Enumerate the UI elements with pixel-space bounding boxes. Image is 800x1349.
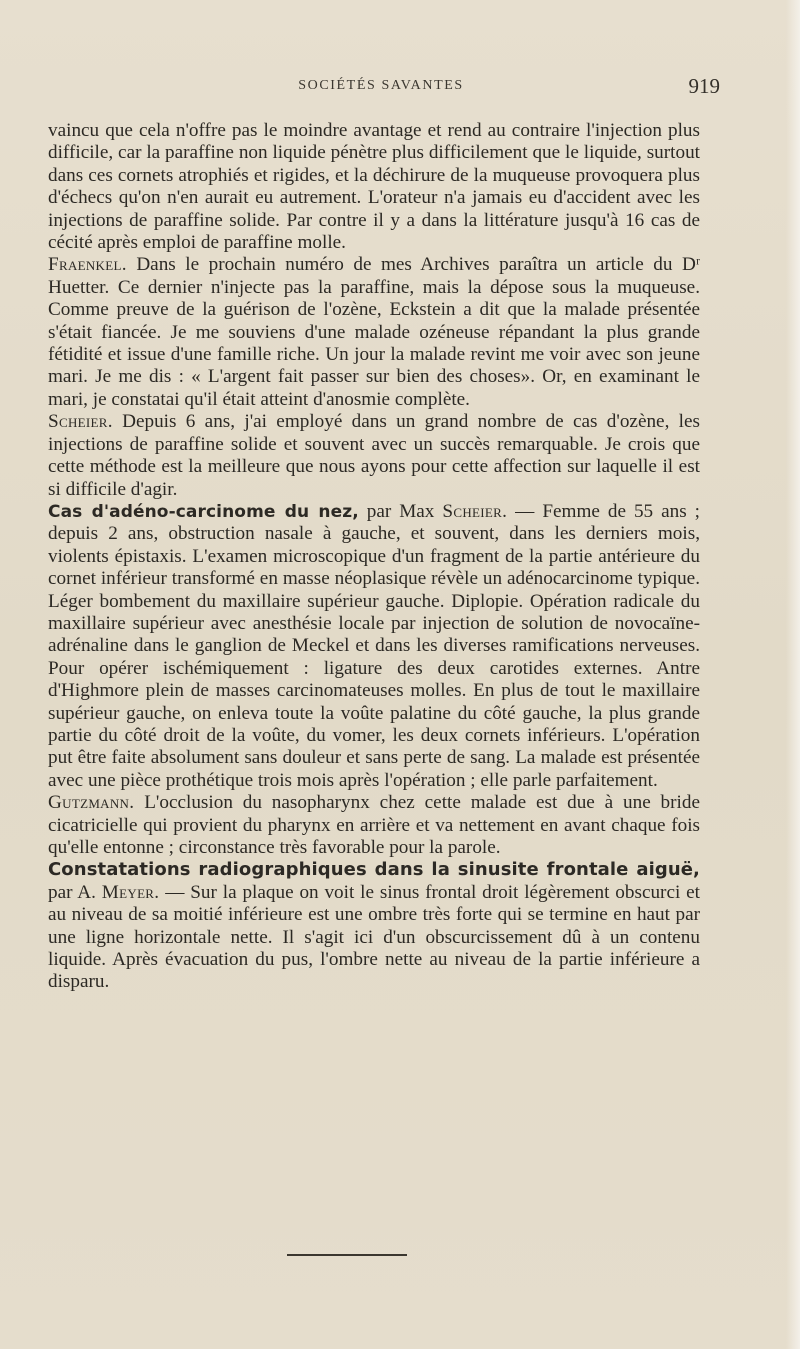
page-number: 919 xyxy=(688,74,720,98)
speaker-name: Fraenkel. xyxy=(48,254,127,276)
paragraph-text: Dans le prochain numéro de mes Archives paraîtra un article du Dʳ Huetter. Ce dernier n'injecte pas la paraffine, mais la dépose sous la muqueuse. Comme preuve de la guérison de l'ozène, Eckstein a dit que la malade présentée s'était fiancée. Je me souviens d'une malade ozéneuse répandant la plus grande fétidité et issue d'une famille riche. Un jour la malade revint me voir avec son jeune mari. Je me dis : « L'argent fait passer sur bien des choses». Or, en examinant le mari, je constatai qu'il était atteint d'anosmie complète. xyxy=(48,254,700,410)
paragraph-text: Depuis 6 ans, j'ai employé dans un grand nombre de cas d'ozène, les injections de paraffine solide et souvent avec un succès remarquable. Je crois que cette méthode est la meilleure que nous ayons pour cette affection sur laquelle il est si difficile d'agir. xyxy=(48,411,700,500)
byline-prefix: par A. xyxy=(48,881,102,903)
paragraph-text: L'occlusion du nasopharynx chez cette malade est due à une bride cicatricielle qui provient du pharynx en arrière et va nettement en avant chaque fois qu'elle entonne ; circonstance très favorable pour la parole. xyxy=(48,792,700,858)
author-name: Meyer. xyxy=(101,881,160,903)
speaker-name: Scheier. xyxy=(48,411,113,433)
author-name: Scheier. xyxy=(442,500,508,522)
speaker-name: Gutzmann. xyxy=(48,792,135,814)
paragraph-text: vaincu que cela n'offre pas le moindre avantage et rend au contraire l'injection plus difficile, car la paraffine non liquide pénètre plus difficilement que le liquide, surtout dans ces cornets atrophiés et rigides, et la déchirure de la muqueuse provoquera plus d'échecs qu'on n'en aurait eu autrement. L'orateur n'a jamais eu d'accident avec les injections de paraffine solide. Par contre il y a dans la littérature jusqu'à 16 cas de cécité après emploi de paraffine molle. xyxy=(48,120,700,254)
running-head xyxy=(48,74,720,102)
section-heading: Cas d'adéno-carcinome du nez, xyxy=(48,501,359,522)
running-title: SOCIÉTÉS SAVANTES xyxy=(298,78,464,93)
section-divider xyxy=(287,1254,407,1256)
paragraph xyxy=(48,254,700,411)
paragraph xyxy=(48,411,700,501)
paragraph-text: — Femme de 55 ans ; depuis 2 ans, obstruction nasale à gauche, et souvent, dans les derniers mois, violents épistaxis. L'examen microscopique d'un fragment de la partie antérieure du cornet inférieur transformé en masse néoplasique révèle un adénocarcinome typique. Léger bombement du maxillaire supérieur gauche. Diplopie. Opération radicale du maxillaire supérieur avec anesthésie locale par injection de solution de novocaïne-adrénaline dans le ganglion de Meckel et dans les diverses ramifications nerveuses. Pour opérer ischémiquement : ligature des deux carotides externes. Antre d'Highmore plein de masses carcinomateuses molles. En plus de tout le maxillaire supérieur gauche, on enleva toute la voûte palatine du côté gauche, la plus grande partie du côté droit de la voûte, du vomer, les deux cornets inférieurs. L'opération put être faite absolument sans douleur et sans perte de sang. La malade est présentée avec une pièce prothétique trois mois après l'opération ; elle parle parfaitement. xyxy=(48,500,700,791)
byline-prefix: par Max xyxy=(358,500,443,522)
paragraph-text: — Sur la plaque on voit le sinus frontal droit légèrement obscurci et au niveau de sa moitié inférieure est une ombre très forte qui se termine en haut par une ligne horizontale nette. Il s'agit ici d'un obscurcissement dû à un contenu liquide. Après évacuation du pus, l'ombre nette au niveau de la partie inférieure a disparu. xyxy=(48,881,700,993)
paragraph xyxy=(48,120,700,254)
paragraph xyxy=(48,792,700,859)
paragraph xyxy=(48,501,700,792)
paragraph xyxy=(48,859,700,993)
article-body xyxy=(48,120,700,994)
section-heading: Constatations radiographiques dans la sinusite frontale aiguë, xyxy=(48,859,700,881)
